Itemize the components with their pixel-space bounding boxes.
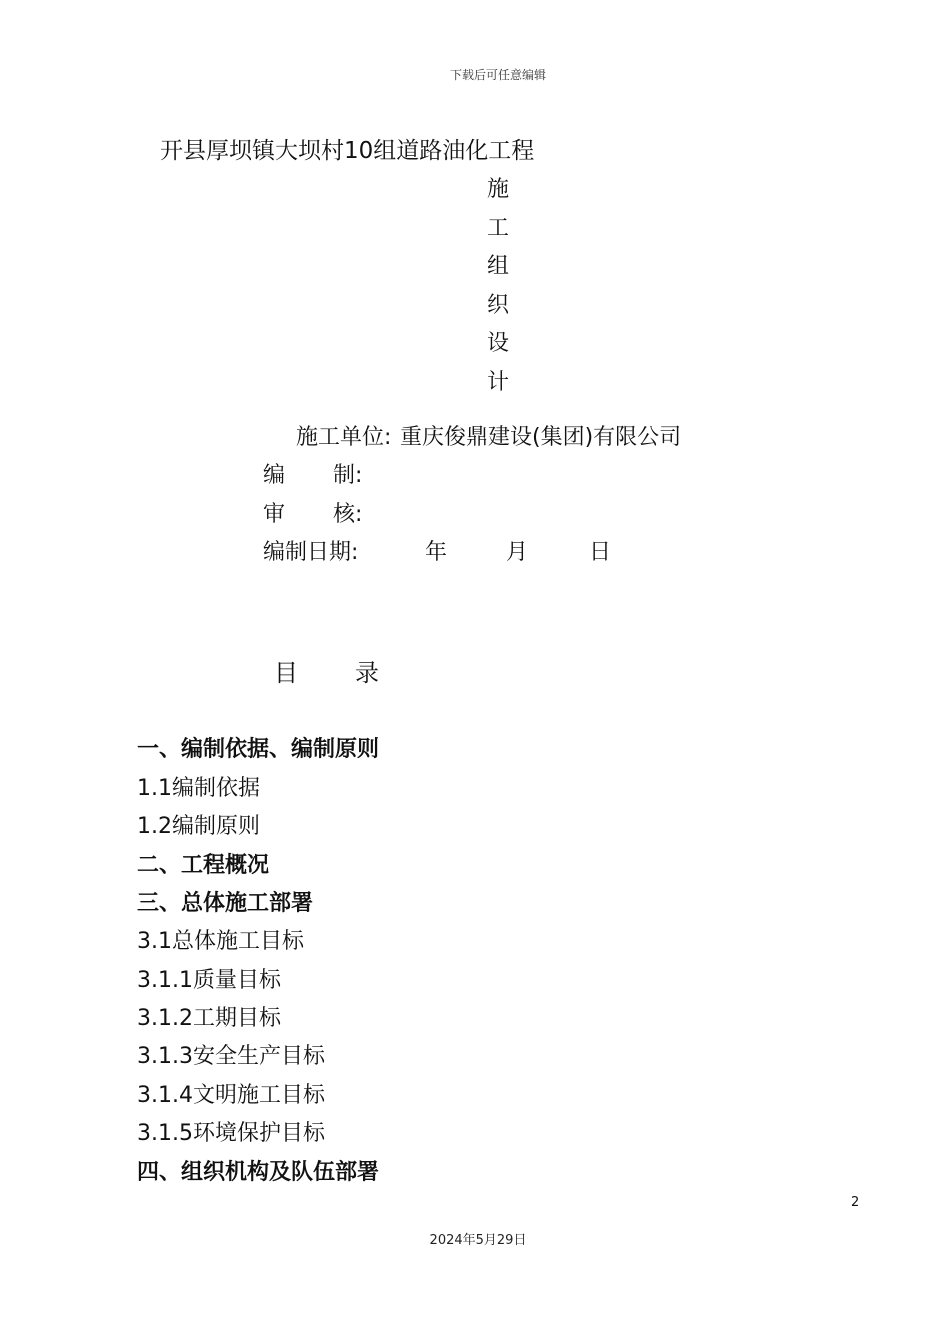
construction-unit-value: 重庆俊鼎建设(集团)有限公司: [400, 425, 682, 450]
compiler-label-1: 编: [263, 463, 286, 488]
toc-item: 3.1.4文明施工目标: [137, 1083, 325, 1108]
page-number: 2: [851, 1195, 860, 1210]
project-title: 开县厚坝镇大坝村10组道路油化工程: [160, 138, 535, 164]
date-year: 年: [425, 540, 448, 565]
toc-item: 1.1编制依据: [137, 776, 260, 801]
toc-item: 3.1总体施工目标: [137, 929, 304, 954]
date-label: 编制日期:: [263, 540, 359, 565]
toc-title-char-2: 录: [355, 659, 379, 687]
toc-item: 三、总体施工部署: [137, 891, 314, 916]
toc-item: 3.1.3安全生产目标: [137, 1044, 325, 1069]
toc-item: 3.1.1质量目标: [137, 968, 281, 993]
doc-type-char: 设: [487, 331, 510, 356]
header-note: 下载后可任意编辑: [449, 68, 546, 82]
toc-item: 二、工程概况: [137, 853, 270, 878]
toc-item: 3.1.2工期目标: [137, 1006, 281, 1031]
reviewer-label-1: 审: [263, 502, 286, 527]
doc-type-char: 组: [487, 254, 510, 279]
construction-unit-label: 施工单位:: [296, 425, 392, 450]
doc-type-char: 织: [487, 293, 510, 318]
footer-date: 2024年5月29日: [429, 1233, 527, 1248]
doc-type-char: 施: [487, 177, 510, 202]
date-month: 月: [506, 540, 529, 565]
toc-item: 3.1.5环境保护目标: [137, 1121, 325, 1146]
toc-item: 一、编制依据、编制原则: [137, 737, 380, 762]
toc-item: 1.2编制原则: [137, 814, 260, 839]
doc-type-char: 工: [487, 216, 510, 241]
date-day: 日: [589, 540, 612, 565]
reviewer-label-2: 核:: [333, 502, 363, 527]
compiler-label-2: 制:: [333, 463, 363, 488]
doc-type-char: 计: [487, 370, 510, 395]
toc-item: 四、组织机构及队伍部署: [137, 1160, 380, 1185]
toc-title-char-1: 目: [274, 659, 298, 687]
